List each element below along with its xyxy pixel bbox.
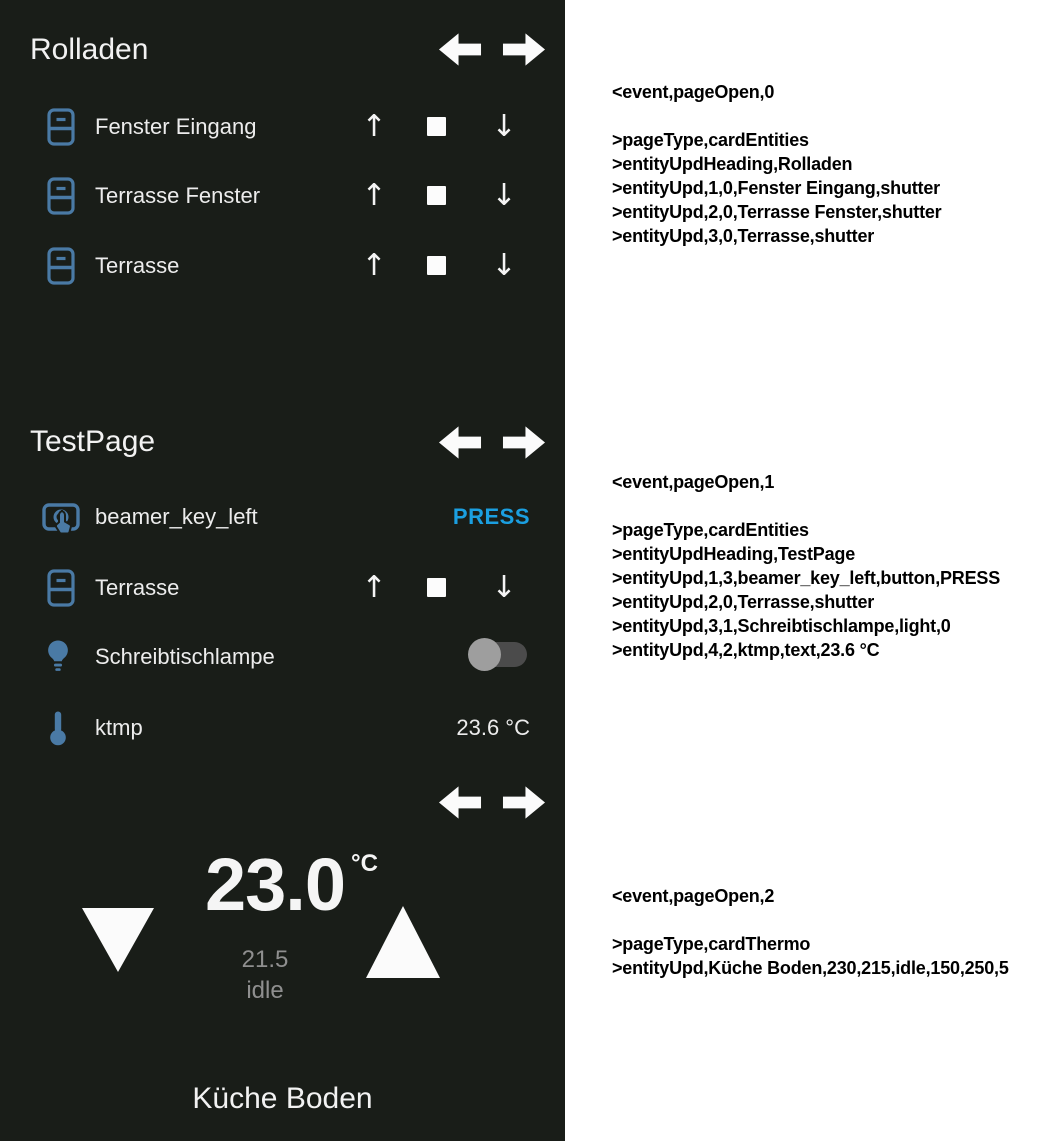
shutter-stop-button[interactable] <box>427 256 446 275</box>
log-line: >entityUpd,1,3,beamer_key_left,button,PRESS <box>612 568 1001 588</box>
lightbulb-icon <box>45 639 71 678</box>
log-line <box>612 908 1009 932</box>
log-line: >entityUpd,1,0,Fenster Eingang,shutter <box>612 178 940 198</box>
log-line: >entityUpd,Küche Boden,230,215,idle,150,250,5 <box>612 958 1009 978</box>
setpoint-value: 21.5 <box>241 946 289 973</box>
shutter-up-button[interactable]: ↑ <box>361 570 387 605</box>
hvac-state: idle <box>246 977 284 1004</box>
shutter-up-button[interactable]: ↑ <box>361 178 387 213</box>
current-temperature <box>205 843 378 926</box>
log-block-page0 <box>612 80 942 248</box>
arrow-right-icon <box>502 784 546 821</box>
entity-row <box>0 566 565 610</box>
log-line: >entityUpdHeading,TestPage <box>612 544 856 564</box>
log-line: <event,pageOpen,2 <box>612 886 775 906</box>
gesture-tap-button-icon <box>42 501 80 544</box>
entity-label: Terrasse Fenster <box>95 183 261 208</box>
card1-prev-page-button[interactable] <box>438 31 482 68</box>
log-line: >entityUpd,3,1,Schreibtischlampe,light,0 <box>612 616 951 636</box>
log-line: >entityUpd,4,2,ktmp,text,23.6 °C <box>612 640 880 660</box>
entity-label: Terrasse <box>95 575 180 600</box>
shutter-stop-button[interactable] <box>427 117 446 136</box>
log-line: >entityUpdHeading,Rolladen <box>612 154 853 174</box>
shutter-up-button[interactable]: ↑ <box>361 109 387 144</box>
log-line <box>612 494 1000 518</box>
shutter-down-button[interactable]: ↓ <box>491 570 517 605</box>
entity-label: beamer_key_left <box>95 504 258 529</box>
log-block-page1 <box>612 470 1000 662</box>
press-button[interactable]: PRESS <box>452 504 530 529</box>
shutter-stop-button[interactable] <box>427 578 446 597</box>
card2-prev-page-button[interactable] <box>438 424 482 461</box>
arrow-right-icon <box>502 424 546 461</box>
entity-row <box>0 105 565 149</box>
current-temperature-value: 23.0 <box>205 843 346 926</box>
log-line: >pageType,cardThermo <box>612 934 811 954</box>
triangle-down-icon <box>82 908 154 974</box>
log-line <box>612 104 942 128</box>
card3-next-page-button[interactable] <box>502 784 546 821</box>
window-shutter-icon <box>47 177 75 220</box>
log-line: >entityUpd,2,0,Terrasse,shutter <box>612 592 875 612</box>
card1-next-page-button[interactable] <box>502 31 546 68</box>
window-shutter-icon <box>47 247 75 290</box>
entity-row <box>0 635 565 679</box>
log-line: >entityUpd,2,0,Terrasse Fenster,shutter <box>612 202 942 222</box>
entity-label: Schreibtischlampe <box>95 644 275 669</box>
arrow-left-icon <box>438 424 482 461</box>
entity-label: ktmp <box>95 715 143 740</box>
log-block-page2 <box>612 884 1009 980</box>
arrow-left-icon <box>438 784 482 821</box>
entity-row <box>0 706 565 750</box>
log-line: >entityUpd,3,0,Terrasse,shutter <box>612 226 875 246</box>
setpoint-down-button[interactable] <box>82 908 154 974</box>
temperature-value: 23.6 °C <box>456 715 530 740</box>
card3-prev-page-button[interactable] <box>438 784 482 821</box>
entity-row <box>0 174 565 218</box>
log-line: <event,pageOpen,0 <box>612 82 775 102</box>
shutter-down-button[interactable]: ↓ <box>491 248 517 283</box>
thermometer-icon <box>48 710 68 751</box>
card1-title: Rolladen <box>30 33 149 66</box>
setpoint-up-button[interactable] <box>366 906 440 978</box>
entity-row <box>0 495 565 539</box>
arrow-left-icon <box>438 31 482 68</box>
window-shutter-icon <box>47 108 75 151</box>
entity-row <box>0 244 565 288</box>
card2-next-page-button[interactable] <box>502 424 546 461</box>
arrow-right-icon <box>502 31 546 68</box>
shutter-stop-button[interactable] <box>427 186 446 205</box>
window-shutter-icon <box>47 569 75 612</box>
log-line: >pageType,cardEntities <box>612 130 809 150</box>
thermostat-name: Küche Boden <box>192 1082 373 1115</box>
shutter-down-button[interactable]: ↓ <box>491 178 517 213</box>
log-line: >pageType,cardEntities <box>612 520 809 540</box>
temperature-unit: °C <box>351 850 378 877</box>
log-line: <event,pageOpen,1 <box>612 472 775 492</box>
toggle-knob <box>468 638 501 671</box>
shutter-down-button[interactable]: ↓ <box>491 109 517 144</box>
card2-title: TestPage <box>30 425 156 458</box>
triangle-up-icon <box>366 906 440 978</box>
entity-label: Terrasse <box>95 253 180 278</box>
entity-label: Fenster Eingang <box>95 114 257 139</box>
shutter-up-button[interactable]: ↑ <box>361 248 387 283</box>
light-toggle-off[interactable] <box>470 642 527 667</box>
